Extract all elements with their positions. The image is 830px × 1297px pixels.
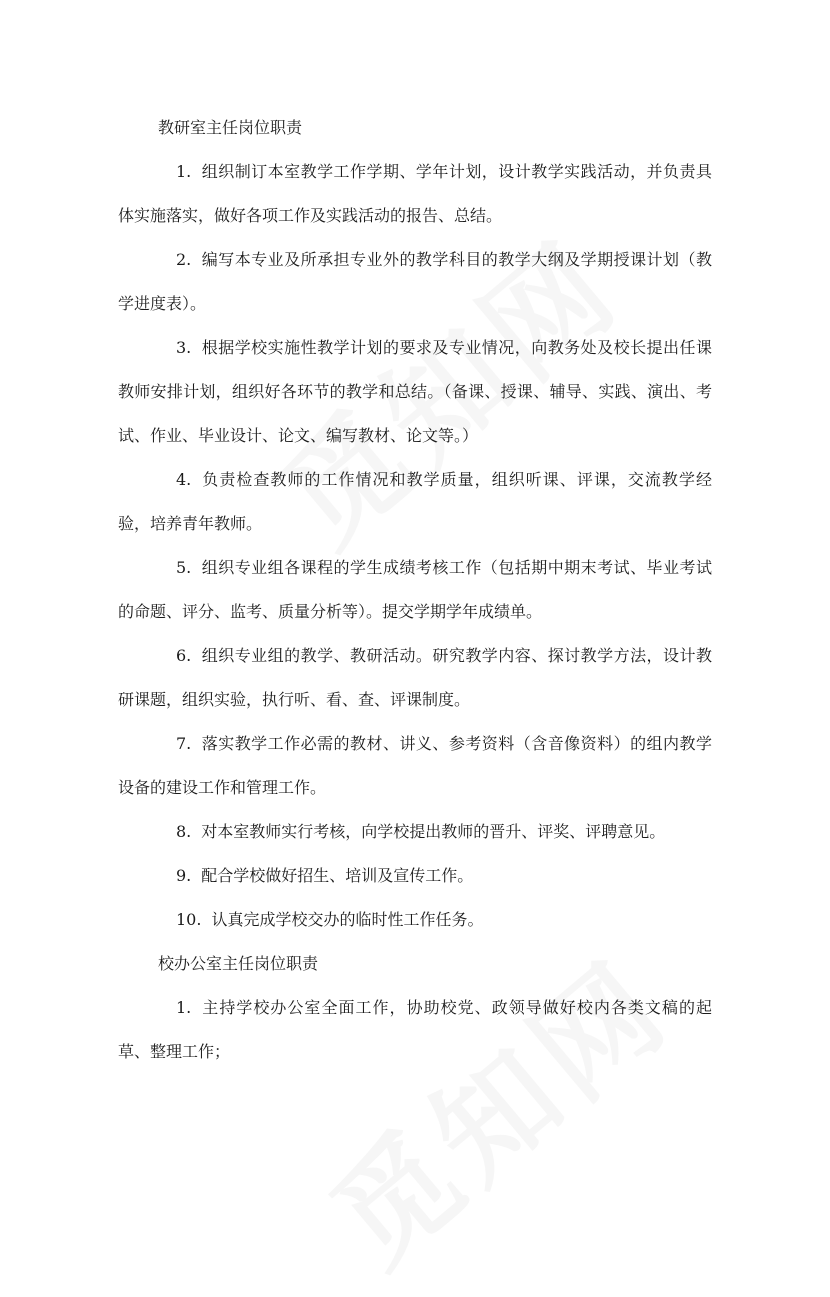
duty-item: [118, 986, 712, 1074]
item-text: 负责检查教师的工作情况和教学质量，组织听课、评课，交流教学经验，培养青年教师。: [118, 470, 712, 533]
duty-item: [118, 326, 712, 458]
item-number: 8.: [176, 822, 192, 841]
duty-item: [118, 238, 712, 326]
item-text: 认真完成学校交办的临时性工作任务。: [211, 910, 484, 929]
duty-item: [118, 634, 712, 722]
item-text: 对本室教师实行考核，向学校提出教师的晋升、评奖、评聘意见。: [201, 822, 666, 841]
duty-item: [118, 810, 712, 854]
item-text: 编写本专业及所承担专业外的教学科目的教学大纲及学期授课计划（教学进度表）。: [118, 250, 712, 313]
duty-item: [118, 150, 712, 238]
item-number: 4.: [176, 470, 192, 489]
document-body: [118, 106, 712, 1074]
item-text: 配合学校做好招生、培训及宣传工作。: [201, 866, 474, 885]
item-number: 7.: [176, 734, 192, 753]
item-text: 组织专业组的教学、教研活动。研究教学内容、探讨教学方法，设计教研课题，组织实验，执行听、看、查、评课制度。: [118, 646, 712, 709]
item-text: 组织制订本室教学工作学期、学年计划，设计教学实践活动，并负责具体实施落实，做好各项工作及实践活动的报告、总结。: [118, 162, 712, 225]
item-number: 6.: [176, 646, 192, 665]
section-title: 校办公室主任岗位职责: [158, 954, 319, 973]
duty-item: [118, 854, 712, 898]
item-number: 2.: [176, 250, 192, 269]
duty-item: [118, 898, 712, 942]
item-number: 10.: [176, 910, 202, 929]
duty-item: [118, 722, 712, 810]
item-number: 5.: [176, 558, 192, 577]
item-number: 9.: [176, 866, 192, 885]
item-text: 落实教学工作必需的教材、讲义、参考资料（含音像资料）的组内教学设备的建设工作和管理工作。: [118, 734, 712, 797]
item-text: 组织专业组各课程的学生成绩考核工作（包括期中期末考试、毕业考试的命题、评分、监考、质量分析等）。提交学期学年成绩单。: [118, 558, 712, 621]
duty-item: [118, 546, 712, 634]
item-number: 1.: [176, 162, 192, 181]
section-title: 教研室主任岗位职责: [158, 118, 303, 137]
item-text: 根据学校实施性教学计划的要求及专业情况，向教务处及校长提出任课教师安排计划，组织好各环节的教学和总结。（备课、授课、辅导、实践、演出、考试、作业、毕业设计、论文、编写教材、论文等。）: [118, 338, 712, 445]
item-number: 3.: [176, 338, 192, 357]
item-text: 主持学校办公室全面工作，协助校党、政领导做好校内各类文稿的起草、整理工作；: [118, 998, 712, 1061]
item-number: 1.: [176, 998, 192, 1017]
duty-item: [118, 458, 712, 546]
